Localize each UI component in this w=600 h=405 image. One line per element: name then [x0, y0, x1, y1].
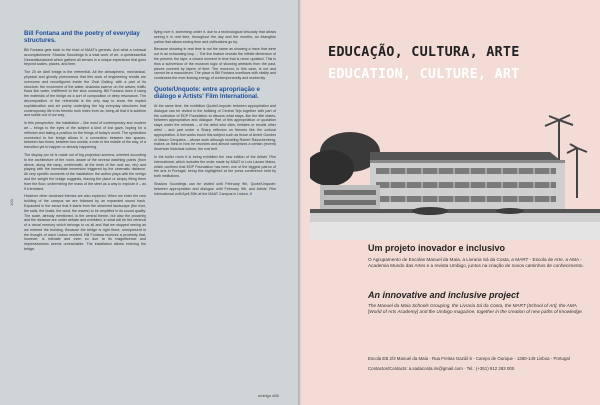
article-title: Quote/Unquote: entre apropriação e diálogo e Artists' Film International.: [154, 85, 260, 100]
paragraph: Because showing in real time is not the same as showing a trace that were out in an exhausting loop ... The live feature reveals the infinite dimension of the present; the tape, a closed moment in time that is never updated. This is thus a subversion of the museum logic of showing artefacts from the past, pieces covered by layers of time. The museum, in this case, is not and cannot be a mausoleum. The place is Bill Fontana overflows with vitality and condenses the ever-flowing energy of contemporaneity and modernity.: [154, 47, 276, 81]
paragraph: [154, 182, 276, 196]
side-page-number: 100: [8, 199, 14, 206]
address-line: Escola EB 2/3 Manuel da Maia - Rua Freitas Gazúil 6 - Campo de Ourique - 1350-149 Lisboa - Portugal: [368, 356, 570, 361]
paragraph: However other dominant themes are also explored. When we enter the new building of the campus we are followed by an expanded sound track. Expanded in the sense that it starts from the observed landscape (the river, the sails, the boats, the wind, the waves) to be amplified in its sound quality. The scale, already mentioned, is the central theme, but also the proximity and the distance are under debate and exhibited, in what will be the retrieval of a visual memory which belongs to us all and that we stopped seeing as we entered the building. Because the bridge is right there, omnipresent in the thought of each Lisbon resident. Bill Fontana receives a proximity that, however, is intimate and even so due to its magnificence and impressiveness seems unreachable. The installation allows entering the bridge,: [24, 194, 146, 252]
paragraph: The 25 de Abril bridge is the referential. All the atmospheric, mechanical, physical and ghostly phenomena that this work of engineering recalls are overcome and reconfigured inside the Oval Gallery, with a part of its structure: the movement of the water, shadows swerve on the waves; traffic flows like water, indifferent to the slow crossing. Bill Fontana does it using the materials of the bridge as a sort of composition of deep resonance. The decomposition of the referential is the only way to show the implicit sophistication and art poetry underlying the big everyday structures that contemporary life in its frenetic rush hides from us, being all that it is sublime and subtle out of our way.: [24, 70, 146, 118]
paragraph: The display per se is made out of big projection screens, oriented according to the architecture of the room, aware of the several watching points (from above, along the ramp, underneath, at the ends of the oval arc, etc) and playing with the immediate immersion triggered by the cinematic distance. All very specific moments of the installation: the author plays with the vertigo and the weight the bridge suggests, leaving the place or simply lifting them from the floor, undermining the mass of the steel as a way to explode it – as if it levitated.: [24, 152, 146, 191]
subtitle-portuguese: Um projeto inovador e inclusivo: [368, 243, 506, 253]
paragraph: At the same time, the exhibition Quote/Unquote: between appropriation and dialogue can be visited in the building of Central Tejo together with part of the collection of EDP Foundation to discuss what stays, like the title states, between appropriation and dialogue. Part of this appropriation or quotation stays under the mimesis – of the artist who cites, imitates or recalls other artist – and part under a Sharp reflexion on themes like the cultural appropriation. A few works touch this subject such as those of André Guedes or Mauro Cerqueira – whose work although recalling Robert Rauschenberg, makes us think in how he recovers and almost vampirizes a certain (recent) American historical culture, the rust belt.: [154, 103, 276, 152]
body-english: The Manuel da Maia Schools Grouping, the Livraria Sá da Costa, the MART [School of Art], the AMA [World of Arts Academy] and the Umbigo magazine, together in the creation of new paths of knowledge.: [368, 303, 583, 315]
title-portuguese: EDUCAÇÃO, CULTURA, ARTE: [328, 44, 520, 60]
folio: umbigo #65: [258, 393, 279, 398]
subtitle-english: An innovative and inclusive project: [368, 290, 520, 300]
paragraph-text: Shadow Soundings can be visited until February 9th, Quote/Unquote: between appropriation and dialogue until February 9th, and Artists' Film International until April 30th at the MAAT Campus in Lisbon.: [154, 181, 276, 196]
paragraph: flying over it, swimming under it, due to a technological virtuosity that allows seeing it in real time, throughout the day and the months; an intangible patina that allows seeing time and civilizations go by.: [154, 30, 276, 44]
school-building-photo: [310, 90, 600, 240]
title-english: EDUCATION, CULTURE, ART: [328, 66, 520, 82]
body-portuguese: O Agrupamento de Escolas Manuel da Maia, a Livraria Sá da Costa, a MART - Escola de Arte, a AMA - Academia Mundo das Artes e a revista Umbigo, juntos na criação de novos caminhos de conhecimento.: [368, 257, 584, 269]
paragraph: Bill Fontana gets back to the triad of MAAT's genesis. And what a colossal accomplishment: Shadow Soundings is a total work of art, a quintessential Gesamtkunstwerk which gathers all senses in a unique experience that goes beyond scales, places, and time.: [24, 48, 146, 67]
end-mark: //: [249, 191, 252, 196]
contacts-line: Contactos/Contacts: a.sadacosta.im@gmail.com · Tel.: (+351) 912 283 000: [368, 366, 515, 371]
article-title: Bill Fontana and the poetry of everyday structures.: [24, 30, 140, 44]
article-column-1: [24, 30, 146, 255]
paragraph: In this perspective, the installation – like most of contemporary and modern art – brings to the eyes of the subject a kind of lost gaze, hoping for a reflexion and taking a position on the things of today's world. The symbolism connected to the bridge allows it: a connection between two spaces, between two times, between two worlds; a man in the middle of the way, of a transition yet to happen or already happening.: [24, 121, 146, 150]
page-fold: [298, 0, 302, 405]
contact-block: [368, 356, 594, 372]
paragraph: In the boiler room it is being exhibited the new edition of the Artists' Film International, which includes the order made by MAAT to Luís Lázaro Matos, which confirms that EDP Foundation has been one of the biggest patron of the arts in Portugal, being this highlighted at the press conference held by both institutions.: [154, 154, 276, 179]
article-column-2: [154, 30, 276, 199]
